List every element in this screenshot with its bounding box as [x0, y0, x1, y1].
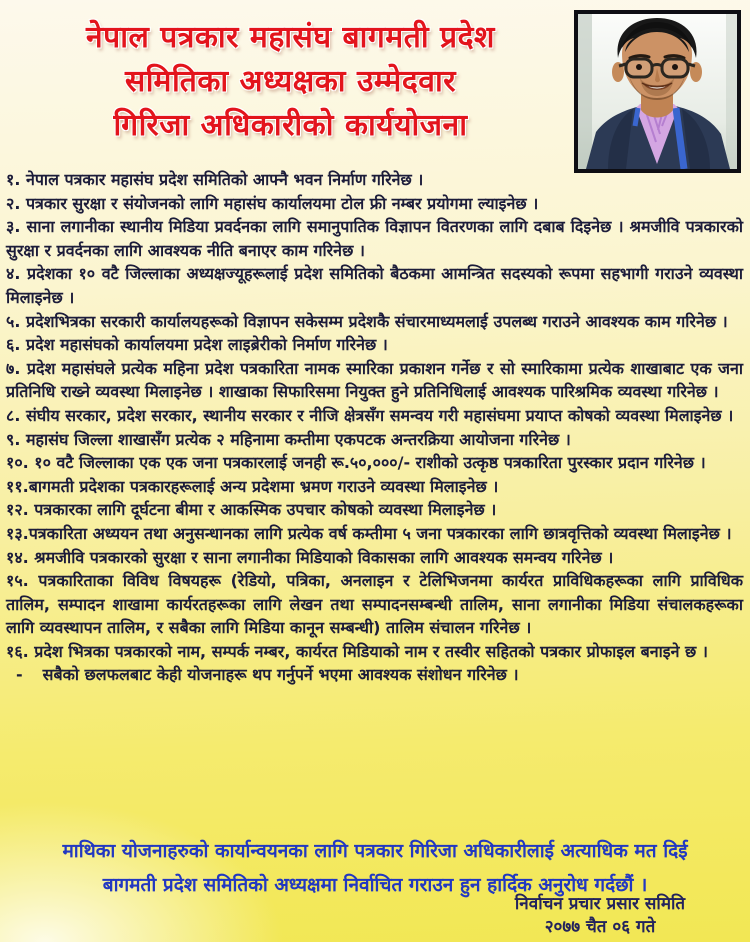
appeal-line-2: बागमती प्रदेश समितिको अध्यक्षमा निर्वाचित गराउन हुन हार्दिक अनुरोध गर्दछौं ।	[102, 874, 648, 896]
plan-item-10: १०. १० वटै जिल्लाका एक एक जना पत्रकारलाई जनही रू.५०,०००/- राशीको उत्कृष्ठ पत्रकारिता पुरस्कार प्रदान गरिनेछ ।	[6, 453, 706, 473]
plan-item-14: १४. श्रमजीवि पत्रकारको सुरक्षा र साना लगानीका मिडियाको विकासका लागि आवश्यक समन्वय गरिनेछ ।	[6, 547, 614, 567]
vote-appeal	[0, 834, 750, 902]
plan-item-2: २. पत्रकार सुरक्षा र संयोजनको लागि महासंघ कार्यालयमा टोल फ्री नम्बर प्रयोगमा ल्याइनेछ ।	[6, 193, 539, 213]
plan-item-5: ५. प्रदेशभित्रका सरकारी कार्यालयहरूको विज्ञापन सकेसम्म प्रदेशकै संचारमाध्यमलाई उपलब्ध गराउने आवश्यक काम गरिनेछ ।	[6, 311, 728, 331]
poster-title	[18, 16, 563, 148]
note-text: सबैको छलफलबाट केही योजनाहरू थप गर्नुपर्ने भएमा आवश्यक संशोधन गरिनेछ ।	[42, 665, 519, 685]
plan-item-3: ३. साना लगानीका स्थानीय मिडिया प्रवर्दनका लागि समानुपातिक विज्ञापन वितरणका लागि दबाब दिइनेछ । श्रमजीवि पत्रकारको सुरक्षा र प्रवर्दनका लागि आवश्यक नीति बनाएर काम गरिनेछ ।	[6, 217, 743, 260]
plan-item-15: १५. पत्रकारिताका विविध विषयहरू (रेडियो, पत्रिका, अनलाइन र टेलिभिजनमा कार्यरत प्राविधिकहरूका लागि प्राविधिक तालिम, सम्पादन शाखामा कार्यरतहरूका लागि लेखन तथा सम्पादनसम्बन्धी तालिम, साना लगानीका मिडिया संचालकहरूका लागि व्यवस्थापन तालिम, र सबैका लागि मिडिया कानून सम्बन्धी) तालिम संचालन गरिनेछ ।	[6, 571, 743, 638]
candidate-photo	[574, 10, 741, 173]
appeal-line-1: माथिका योजनाहरुको कार्यान्वयनका लागि पत्रकार गिरिजा अधिकारीलाई अत्याधिक मत दिई	[62, 840, 688, 862]
plan-amendment-note	[6, 663, 743, 687]
plan-item-9: ९. महासंघ जिल्ला शाखासँग प्रत्येक २ महिनामा कम्तीमा एकपटक अन्तरक्रिया आयोजना गरिनेछ ।	[6, 429, 571, 449]
signature-committee: निर्वाचन प्रचार प्रसार समिति	[514, 894, 686, 914]
title-line-2: समितिका अध्यक्षका उम्मेदवार	[125, 64, 456, 99]
signature-block	[480, 893, 720, 939]
action-plan-list	[6, 168, 743, 687]
note-dash: -	[16, 665, 23, 685]
plan-item-12: १२. पत्रकारका लागि दूर्घटना बीमा र आकस्मिक उपचार कोषको व्यवस्था मिलाइनेछ ।	[6, 500, 497, 520]
plan-item-16: १६. प्रदेश भित्रका पत्रकारको नाम, सम्पर्क नम्बर, कार्यरत मिडियाको नाम र तस्वीर सहितको पत्रकार प्रोफाइल बनाइने छ ।	[6, 641, 708, 661]
title-line-3: गिरिजा अधिकारीको कार्ययोजना	[113, 108, 468, 143]
plan-item-8: ८. संघीय सरकार, प्रदेश सरकार, स्थानीय सरकार र नीजि क्षेत्रसँग समन्वय गरी महासंघमा प्रयाप्त कोषको व्यवस्था मिलाइनेछ ।	[6, 405, 734, 425]
title-line-1: नेपाल पत्रकार महासंघ बागमती प्रदेश	[86, 20, 495, 55]
plan-item-11: ११.बागमती प्रदेशका पत्रकारहरूलाई अन्य प्रदेशमा भ्रमण गराउने व्यवस्था मिलाइनेछ ।	[6, 476, 499, 496]
plan-item-13: १३.पत्रकारिता अध्ययन तथा अनुसन्धानका लागि प्रत्येक वर्ष कम्तीमा ५ जना पत्रकारका लागि छात्रवृत्तिको व्यवस्था मिलाइनेछ ।	[6, 523, 732, 543]
signature-date: २०७७ चैत ०६ गते	[544, 917, 656, 937]
plan-item-4: ४. प्रदेशका १० वटै जिल्लाका अध्यक्षज्यूहरूलाई प्रदेश समितिको बैठकमा आमन्त्रित सदस्यको रूपमा सहभागी गराउने व्यवस्था मिलाइनेछ ।	[6, 264, 743, 307]
plan-item-7: ७. प्रदेश महासंघले प्रत्येक महिना प्रदेश पत्रकारिता नामक स्मारिका प्रकाशन गर्नेछ र सो स्मारिकामा प्रत्येक शाखाबाट एक जना प्रतिनिधि राख्ने व्यवस्था मिलाइनेछ । शाखाका सिफारिसमा नियुक्त हुने प्रतिनिधिलाई आवश्यक पारिश्रमिक व्यवस्था गरिनेछ ।	[6, 358, 743, 402]
plan-item-1: १. नेपाल पत्रकार महासंघ प्रदेश समितिको आफ्नै भवन निर्माण गरिनेछ ।	[6, 170, 424, 189]
candidate-portrait-illustration	[578, 14, 737, 169]
plan-item-6: ६. प्रदेश महासंघको कार्यालयमा प्रदेश लाइब्रेरीको निर्माण गरिनेछ ।	[6, 335, 388, 355]
